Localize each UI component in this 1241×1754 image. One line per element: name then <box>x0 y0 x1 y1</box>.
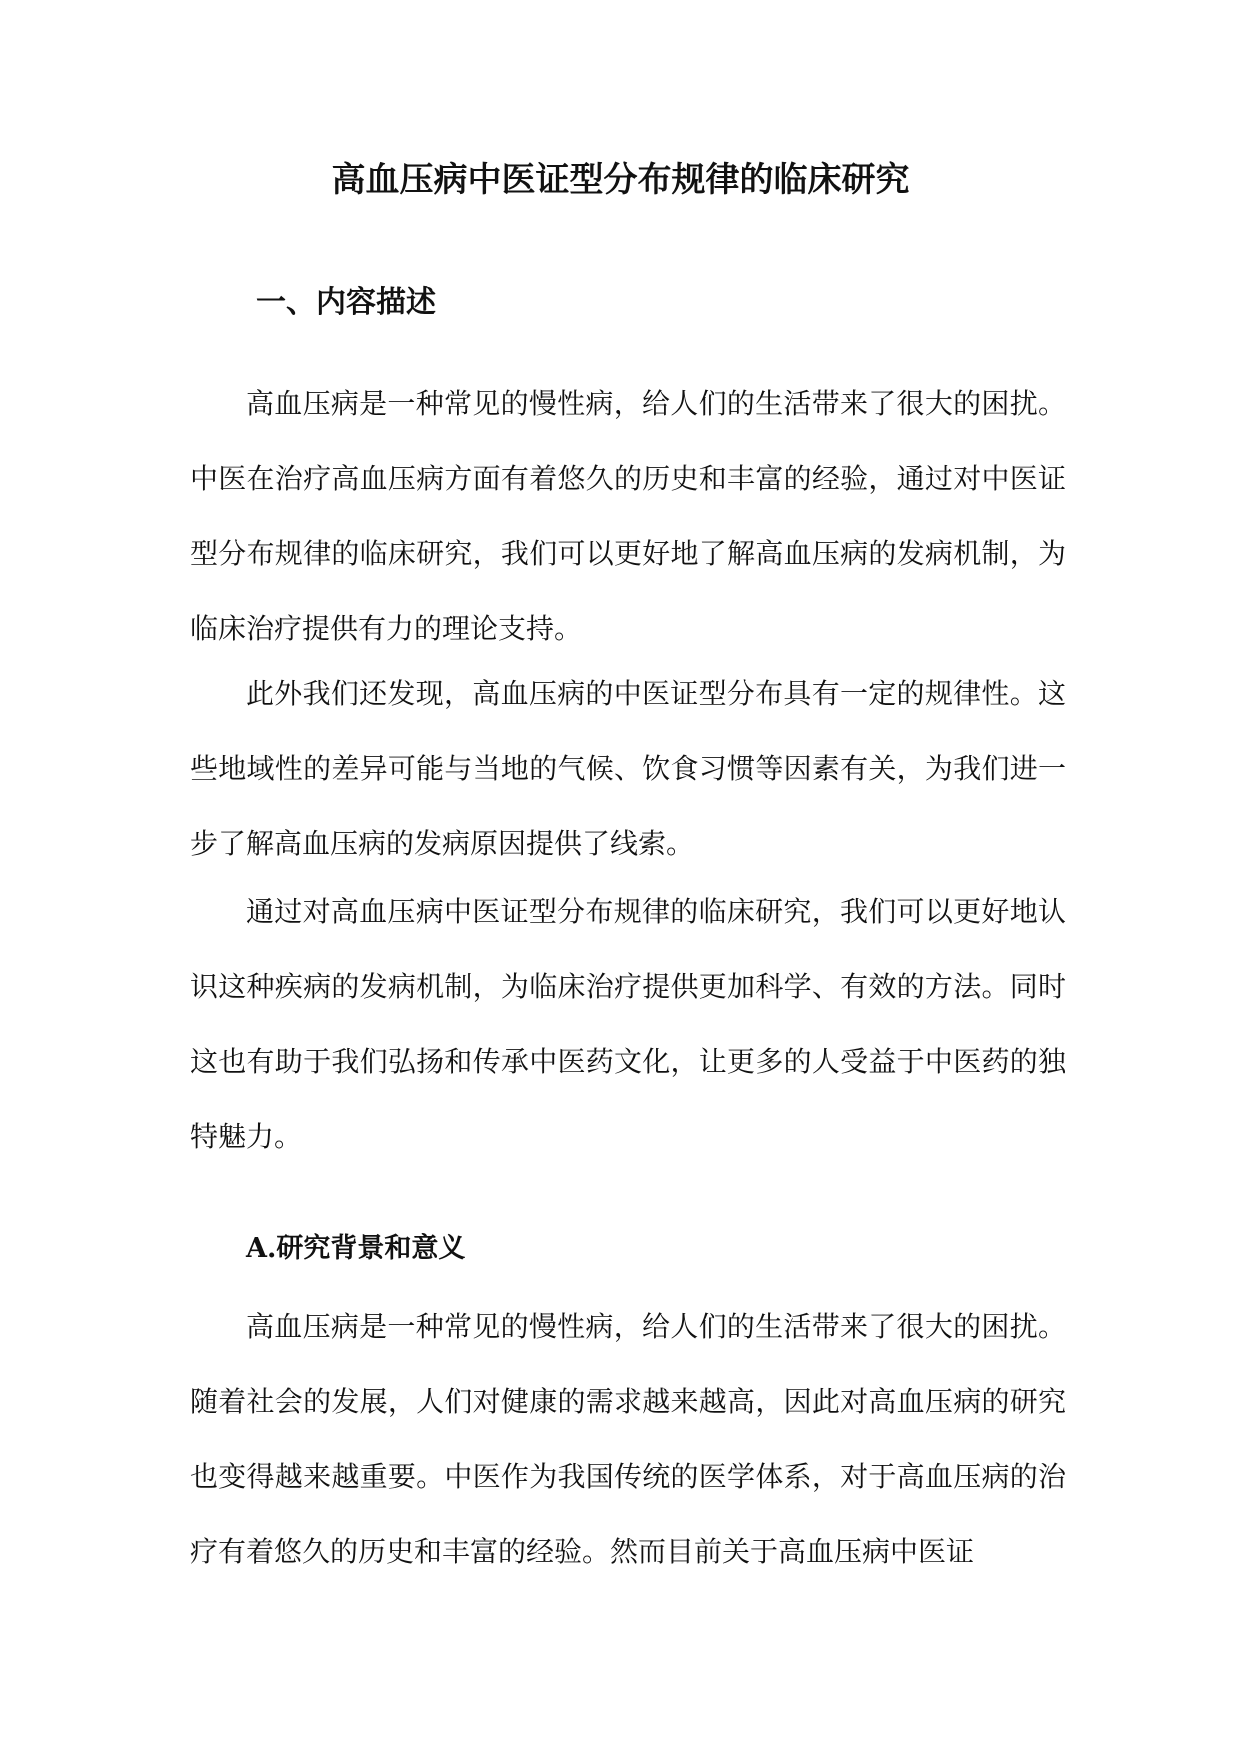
section-heading-content-description: 一、内容描述 <box>256 285 436 320</box>
paragraph-distribution: 此外我们还发现，高血压病的中医证型分布具有一定的规律性。这些地域性的差异可能与当地的气候、饮食习惯等因素有关，为我们进一步了解高血压病的发病原因提供了线索。 <box>190 677 1066 860</box>
paragraph-background: 高血压病是一种常见的慢性病，给人们的生活带来了很大的困扰。随着社会的发展，人们对健康的需求越来越高，因此对高血压病的研究也变得越来越重要。中医作为我国传统的医学体系，对于高血压病的治疗有着悠久的历史和丰富的经验。然而目前关于高血压病中医证 <box>190 1310 1066 1568</box>
sub-heading-background: A.研究背景和意义 <box>246 1233 466 1264</box>
paragraph-intro: 高血压病是一种常见的慢性病，给人们的生活带来了很大的困扰。中医在治疗高血压病方面有着悠久的历史和丰富的经验，通过对中医证型分布规律的临床研究，我们可以更好地了解高血压病的发病机制，为临床治疗提供有力的理论支持。 <box>190 387 1066 645</box>
document-title: 高血压病中医证型分布规律的临床研究 <box>331 160 910 200</box>
paragraph-significance: 通过对高血压病中医证型分布规律的临床研究，我们可以更好地认识这种疾病的发病机制，为临床治疗提供更加科学、有效的方法。同时这也有助于我们弘扬和传承中医药文化，让更多的人受益于中医药的独特魅力。 <box>190 895 1066 1153</box>
